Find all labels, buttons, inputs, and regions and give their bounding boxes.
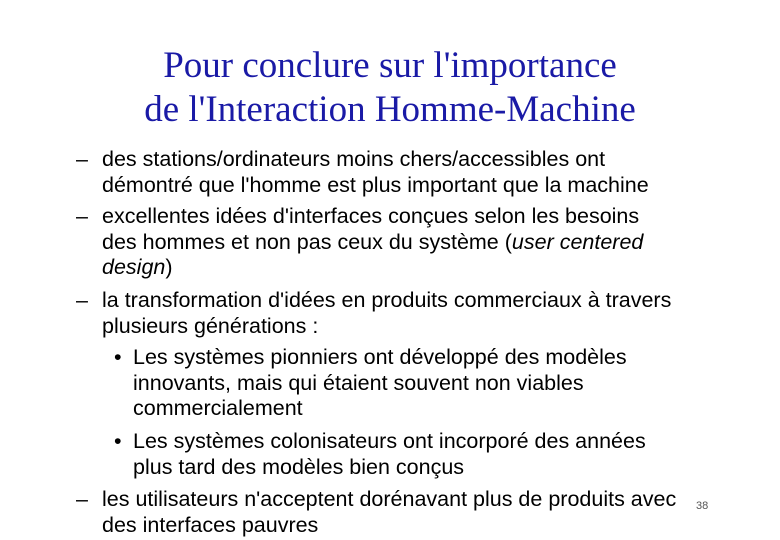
list-item-italic-term: user centered (511, 229, 644, 254)
sub-list-item-line: plus tard des modèles bien conçus (133, 454, 465, 479)
sub-list-item-text (133, 429, 733, 480)
list-item-line: les utilisateurs n'acceptent dorénavant plus de produits avec (102, 487, 677, 511)
list-item-text-segment: des hommes et non pas ceux du système ( (102, 229, 512, 254)
slide-title-line-2: de l'Interaction Homme-Machine (144, 89, 636, 130)
dash-marker: – (76, 147, 88, 171)
slide-title-line-1: Pour conclure sur l'importance (163, 45, 617, 86)
list-item-line: des interfaces pauvres (102, 512, 319, 537)
list-item-text (102, 147, 752, 198)
slide-title (0, 44, 780, 132)
bullet-marker: • (114, 345, 122, 369)
list-item-italic-term: design (102, 255, 166, 279)
list-item-line: la transformation d'idées en produits commerciaux à travers (102, 288, 672, 312)
bullet-marker: • (114, 429, 122, 453)
dash-marker: – (76, 288, 88, 312)
sub-list-item-text (133, 345, 733, 422)
list-item-text (102, 204, 752, 281)
list-item-line: des stations/ordinateurs moins chers/accessibles ont (102, 147, 606, 171)
list-item-line: plusieurs générations : (102, 313, 319, 338)
list-item-text-segment: ) (165, 255, 173, 279)
sub-list-item-line: innovants, mais qui étaient souvent non viables (133, 370, 584, 395)
list-item-line (102, 255, 752, 281)
list-item-text (102, 487, 752, 538)
list-item-line: excellentes idées d'interfaces conçues selon les besoins (102, 204, 640, 228)
list-item-line: démontré que l'homme est plus important que la machine (102, 172, 649, 197)
dash-marker: – (76, 204, 88, 228)
dash-marker: – (76, 487, 88, 511)
list-item-line (102, 230, 752, 256)
sub-list-item-line: Les systèmes colonisateurs ont incorporé des années (133, 429, 646, 453)
sub-list-item-line: commercialement (133, 396, 303, 420)
list-item-text (102, 288, 752, 339)
sub-list-item-line: Les systèmes pionniers ont développé des modèles (133, 345, 627, 369)
slide-number: 38 (696, 500, 709, 512)
